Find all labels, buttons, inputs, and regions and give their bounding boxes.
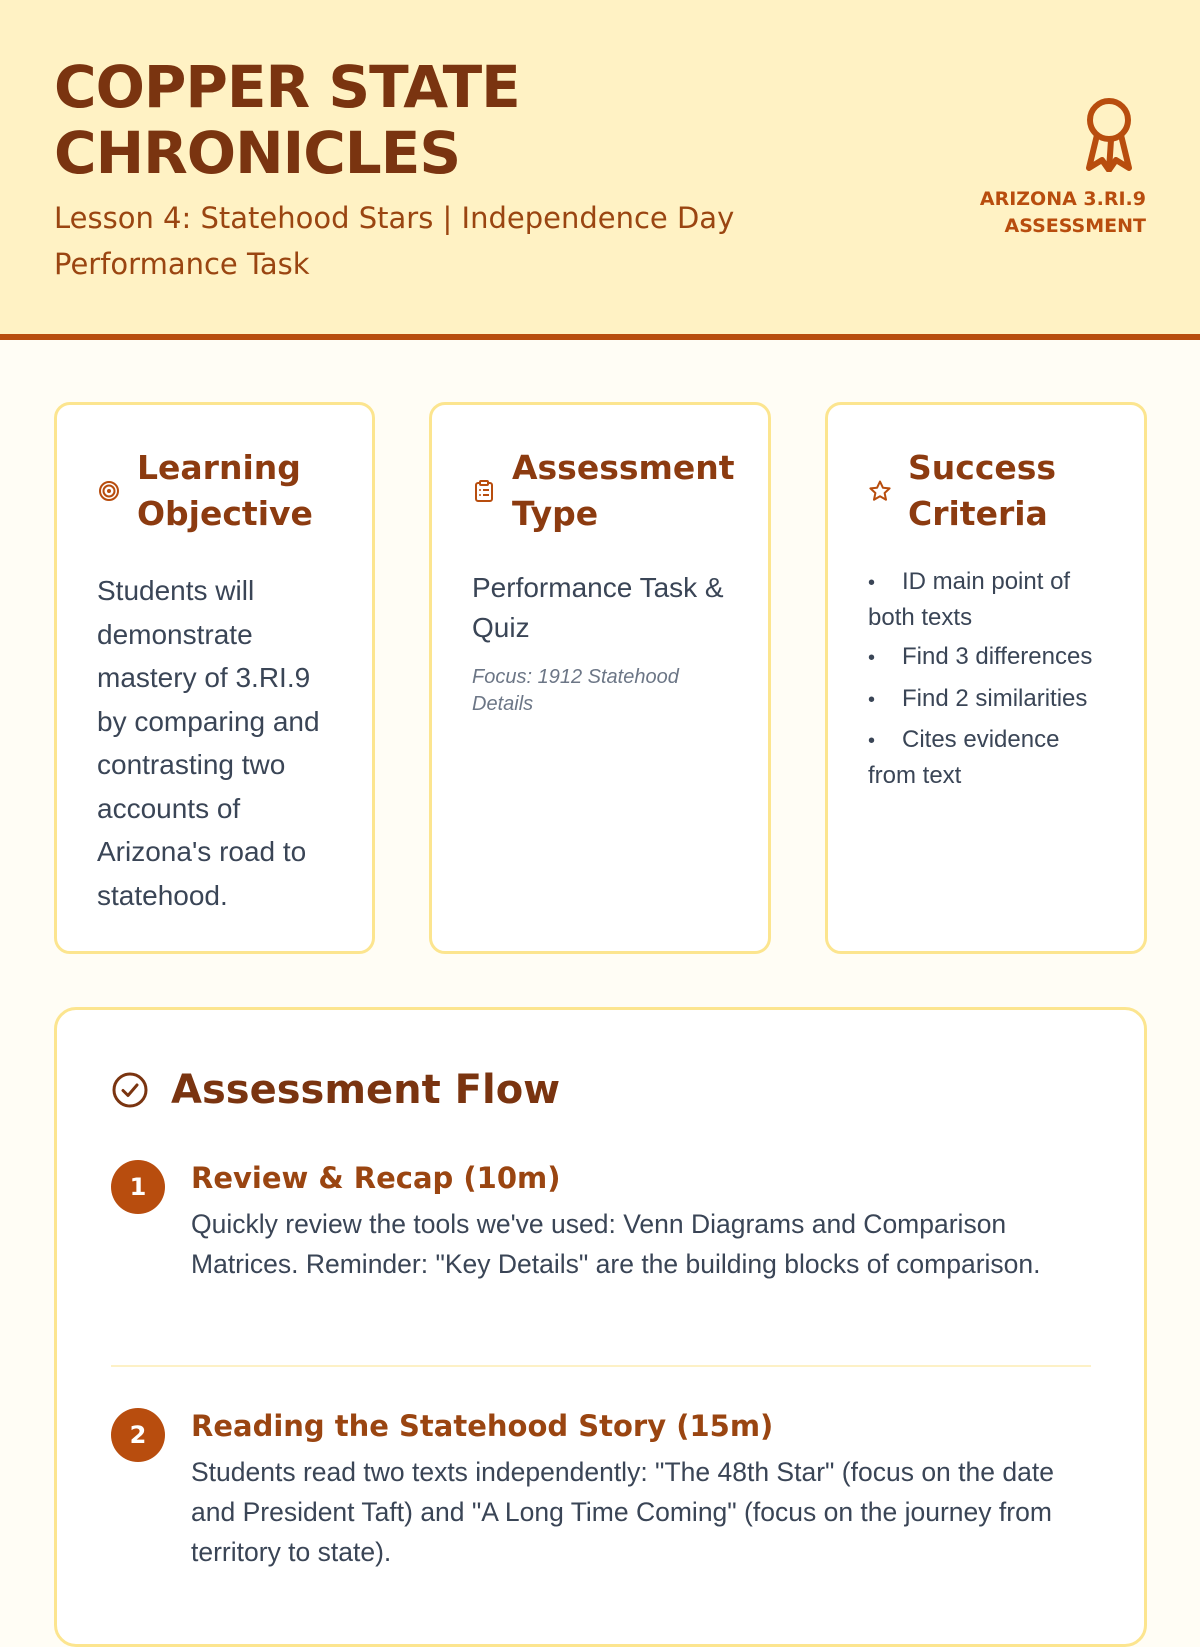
card-title-line-2: Criteria <box>908 494 1048 533</box>
learning-objective-card <box>54 402 375 954</box>
card-header <box>97 445 313 537</box>
standard-badge <box>926 96 1146 240</box>
list-item: • Find 2 similarities <box>868 684 1088 712</box>
card-body <box>97 569 338 917</box>
objective-text: Students will demonstrate mastery of 3.RI.9 by comparing and contrasting two accounts of Arizona's road to statehood. <box>97 575 320 911</box>
lesson-subtitle: Lesson 4: Statehood Stars | Independence Day Performance Task <box>54 201 735 281</box>
criteria-item-text: Find 2 similarities <box>902 684 1088 712</box>
card-title <box>512 445 735 537</box>
step-title: Reading the Statehood Story (15m) <box>191 1409 774 1443</box>
card-header <box>472 445 735 537</box>
card-header <box>868 445 1056 537</box>
assessment-type-card <box>429 402 771 954</box>
criteria-list <box>868 565 1110 792</box>
target-icon <box>97 479 121 503</box>
list-item: • Cites evidence from text <box>868 726 1060 789</box>
star-icon <box>868 479 892 503</box>
criteria-item-text: Find 3 differences <box>902 643 1093 670</box>
step-number: 1 <box>111 1160 165 1214</box>
card-title-line-2: Type <box>512 494 599 533</box>
card-title-line-1: Learning <box>137 448 301 487</box>
success-criteria-card <box>825 402 1147 954</box>
step-number: 2 <box>111 1408 165 1462</box>
badge-label <box>926 186 1146 240</box>
card-title <box>908 445 1056 537</box>
card-body <box>868 565 1110 798</box>
assessment-flow-panel <box>54 1007 1147 1647</box>
card-title-line-2: Objective <box>137 494 313 533</box>
card-body <box>472 568 734 718</box>
flow-header <box>111 1065 560 1115</box>
step-divider <box>111 1365 1091 1367</box>
step-description: Students read two texts independently: "The 48th Star" (focus on the date and President Taft) and "A Long Time Coming" (focus on the journey from territory to state). <box>191 1457 1054 1567</box>
page-title <box>54 54 754 186</box>
card-title-line-1: Assessment <box>512 448 735 487</box>
criteria-item-text: Cites evidence from text <box>868 726 1060 789</box>
clipboard-icon <box>472 479 496 503</box>
card-title-line-1: Success <box>908 448 1057 487</box>
award-ribbon-icon <box>1084 96 1134 172</box>
title-line-2: CHRONICLES <box>54 119 461 187</box>
list-item: • Find 3 differences <box>868 643 1093 670</box>
criteria-item-text: ID main point of both texts <box>868 568 1071 631</box>
title-line-1: COPPER STATE <box>54 53 520 121</box>
step-title: Review & Recap (10m) <box>191 1161 561 1195</box>
badge-line-1: ARIZONA 3.RI.9 <box>979 188 1146 210</box>
list-item: • ID main point of both texts <box>868 568 1071 631</box>
assessment-type-text: Performance Task & Quiz <box>472 572 724 643</box>
check-circle-icon <box>111 1071 149 1109</box>
card-title <box>137 445 313 537</box>
focus-note: Focus: 1912 Statehood Details <box>472 666 679 715</box>
badge-line-2: ASSESSMENT <box>1004 215 1146 237</box>
flow-title: Assessment Flow <box>171 1067 561 1113</box>
page-header <box>0 0 1200 340</box>
step-description: Quickly review the tools we've used: Venn Diagrams and Comparison Matrices. Reminder: "Key Details" are the building blocks of comparison. <box>191 1209 1041 1279</box>
